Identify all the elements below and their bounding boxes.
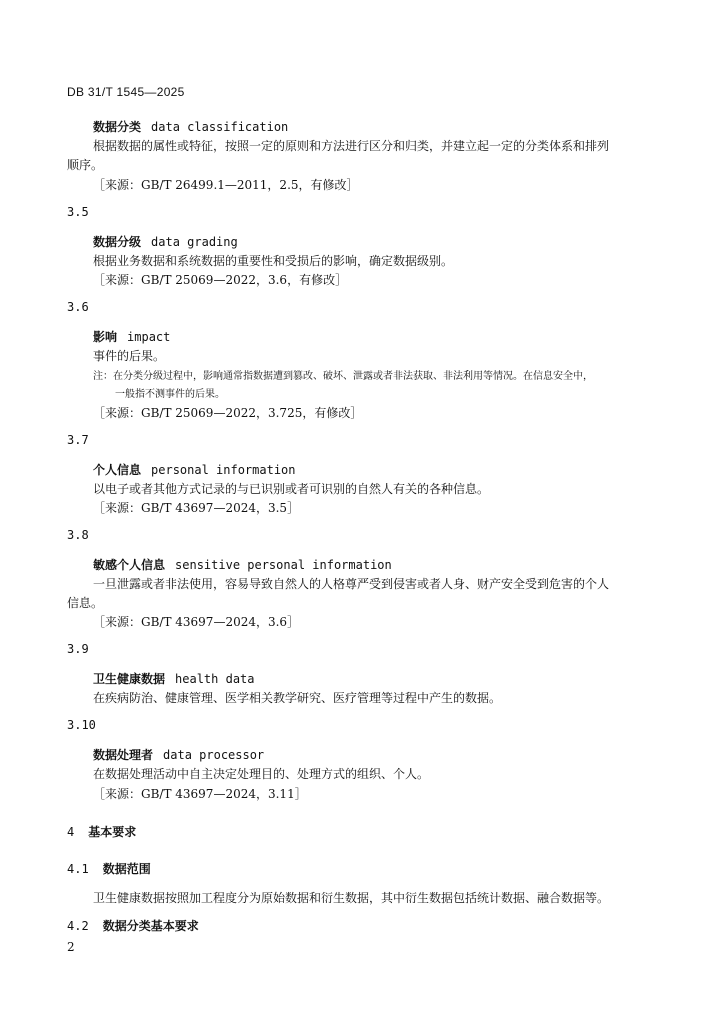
clause-number: 3.6: [67, 300, 89, 314]
note-line: 一般指不测事件的后果。: [115, 389, 225, 400]
section-title: 数据分类基本要求: [102, 919, 199, 933]
clause-number: 3.9: [67, 642, 89, 656]
term-en: data classification: [151, 120, 289, 134]
term-zh: 影响: [93, 330, 118, 344]
definition-line: 在疾病防治、健康管理、医学相关教学研究、医疗管理等过程中产生的数据。: [93, 691, 502, 705]
term-health-data: [93, 670, 255, 687]
term-en: impact: [127, 330, 171, 344]
note-line: 注：在分类分级过程中，影响通常指数据遭到篡改、破坏、泄露或者非法获取、非法利用等情况。在信息安全中，: [93, 371, 593, 382]
section-heading: [67, 823, 136, 840]
section-number: 4.2: [67, 919, 89, 933]
term-data-classification: [93, 118, 288, 135]
paragraph: 卫生健康数据按照加工程度分为原始数据和衍生数据，其中衍生数据包括统计数据、融合数据等。: [93, 891, 610, 905]
definition-line: 在数据处理活动中自主决定处理目的、处理方式的组织、个人。: [93, 767, 430, 781]
source-reference: ［来源：GB/T 43697—2024，3.11］: [93, 787, 307, 801]
term-zh: 数据分类: [93, 120, 142, 134]
term-en: data grading: [151, 235, 238, 249]
subsection-heading: [67, 860, 151, 877]
term-data-processor: [93, 746, 264, 763]
term-zh: 卫生健康数据: [93, 672, 166, 686]
term-zh: 个人信息: [93, 463, 142, 477]
term-zh: 数据分级: [93, 235, 142, 249]
section-title: 数据范围: [102, 862, 151, 876]
section-number: 4.1: [67, 862, 89, 876]
clause-number: 3.7: [67, 433, 89, 447]
section-title: 基本要求: [88, 825, 137, 839]
definition-line: 信息。: [67, 596, 104, 610]
clause-number: 3.8: [67, 528, 89, 542]
term-en: sensitive personal information: [175, 558, 392, 572]
source-reference: ［来源：GB/T 43697—2024，3.6］: [93, 615, 300, 629]
term-personal-information: [93, 461, 296, 478]
term-en: health data: [175, 672, 255, 686]
definition-line: 根据数据的属性或特征，按照一定的原则和方法进行区分和归类，并建立起一定的分类体系和排列: [93, 139, 610, 153]
term-zh: 数据处理者: [93, 748, 154, 762]
definition-line: 顺序。: [67, 158, 104, 172]
document-header: DB 31/T 1545—2025: [67, 85, 185, 99]
term-sensitive-personal-information: [93, 556, 392, 573]
subsection-heading: [67, 917, 199, 934]
definition-line: 以电子或者其他方式记录的与已识别或者可识别的自然人有关的各种信息。: [93, 482, 490, 496]
term-en: personal information: [151, 463, 296, 477]
clause-number: 3.10: [67, 718, 96, 732]
source-reference: ［来源：GB/T 25069—2022，3.6，有修改］: [93, 273, 348, 287]
source-reference: ［来源：GB/T 26499.1—2011，2.5，有修改］: [93, 178, 359, 192]
page-number: 2: [67, 940, 75, 954]
definition-line: 一旦泄露或者非法使用，容易导致自然人的人格尊严受到侵害或者人身、财产安全受到危害的个人: [93, 577, 610, 591]
term-zh: 敏感个人信息: [93, 558, 166, 572]
source-reference: ［来源：GB/T 43697—2024，3.5］: [93, 501, 300, 515]
definition-line: 根据业务数据和系统数据的重要性和受损后的影响，确定数据级别。: [93, 254, 454, 268]
term-impact: [93, 328, 170, 345]
term-en: data processor: [163, 748, 265, 762]
source-reference: ［来源：GB/T 25069—2022，3.725，有修改］: [93, 406, 363, 420]
clause-number: 3.5: [67, 205, 89, 219]
term-data-grading: [93, 233, 238, 250]
section-number: 4: [67, 825, 75, 839]
definition-line: 事件的后果。: [93, 349, 166, 363]
